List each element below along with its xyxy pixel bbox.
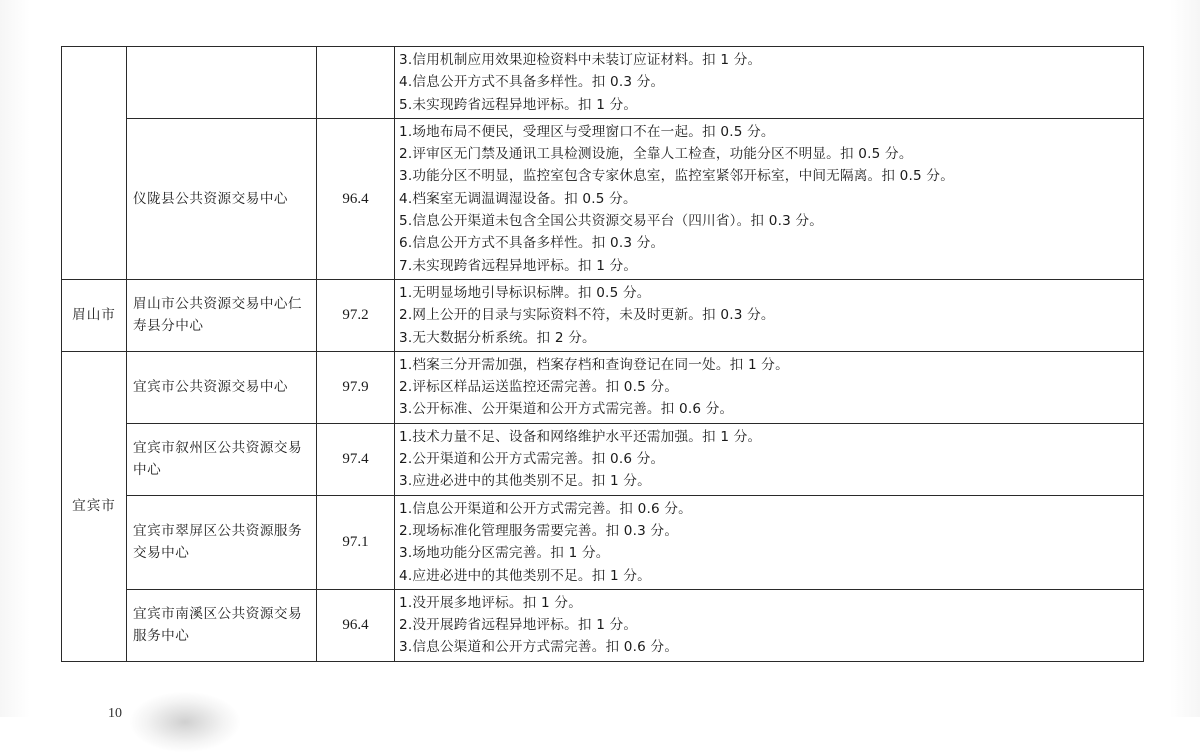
issue-line: 3.无大数据分析系统。扣 2 分。	[399, 329, 596, 346]
table-row	[62, 279, 1144, 351]
center-name-cell	[127, 47, 317, 119]
issue-line: 3.信用机制应用效果迎检资料中未装订应证材料。扣 1 分。	[399, 52, 762, 68]
issues-cell	[395, 495, 1144, 589]
city-cell-meishan: 眉山市	[62, 279, 127, 351]
issue-line: 2.评审区无门禁及通讯工具检测设施，全靠人工检查，功能分区不明显。扣 0.5 分。	[399, 146, 913, 163]
issues-cell	[395, 118, 1144, 279]
city-cell-yibin: 宜宾市	[62, 351, 127, 661]
issue-line: 1.技术力量不足、设备和网络维护水平还需加强。扣 1 分。	[399, 428, 762, 445]
issue-line: 3.公开标准、公开渠道和公开方式需完善。扣 0.6 分。	[399, 401, 734, 418]
issue-line: 7.未实现跨省远程异地评标。扣 1 分。	[399, 257, 638, 274]
issue-line: 1.信息公开渠道和公开方式需完善。扣 0.6 分。	[399, 500, 692, 517]
issues-cell	[395, 47, 1144, 119]
city-cell-nanchong	[62, 47, 127, 280]
issue-line: 4.档案室无调温调湿设备。扣 0.5 分。	[399, 190, 637, 207]
score-cell	[317, 47, 395, 119]
issue-line: 3.信息公渠道和公开方式需完善。扣 0.6 分。	[399, 639, 679, 656]
center-name-cell: 仪陇县公共资源交易中心	[127, 118, 317, 279]
score-cell: 96.4	[317, 118, 395, 279]
issues-cell	[395, 589, 1144, 661]
table-row	[62, 423, 1144, 495]
score-cell: 97.9	[317, 351, 395, 423]
issue-line: 4.信息公开方式不具备多样性。扣 0.3 分。	[399, 74, 665, 91]
evaluation-table	[61, 46, 1144, 662]
table-row	[62, 589, 1144, 661]
issue-line: 2.公开渠道和公开方式需完善。扣 0.6 分。	[399, 451, 665, 468]
score-cell: 97.1	[317, 495, 395, 589]
issue-line: 1.无明显场地引导标识标牌。扣 0.5 分。	[399, 284, 651, 301]
issue-line: 3.场地功能分区需完善。扣 1 分。	[399, 545, 610, 562]
issue-line: 3.功能分区不明显，监控室包含专家休息室，监控室紧邻开标室，中间无隔离。扣 0.5 分。	[399, 168, 954, 185]
table-row	[62, 118, 1144, 279]
table-row	[62, 495, 1144, 589]
issues-cell	[395, 279, 1144, 351]
issue-line: 2.网上公开的目录与实际资料不符，未及时更新。扣 0.3 分。	[399, 307, 775, 324]
issue-line: 2.没开展跨省远程异地评标。扣 1 分。	[399, 617, 638, 634]
issue-line: 6.信息公开方式不具备多样性。扣 0.3 分。	[399, 235, 665, 252]
center-name-cell: 宜宾市翠屏区公共资源服务交易中心	[127, 495, 317, 589]
issue-line: 2.现场标准化管理服务需要完善。扣 0.3 分。	[399, 522, 679, 539]
issue-line: 5.信息公开渠道未包含全国公共资源交易平台（四川省）。扣 0.3 分。	[399, 213, 824, 230]
center-name-cell: 眉山市公共资源交易中心仁寿县分中心	[127, 279, 317, 351]
page-number: 10	[108, 706, 122, 721]
center-name-cell: 宜宾市南溪区公共资源交易服务中心	[127, 589, 317, 661]
issue-line: 3.应进必进中的其他类别不足。扣 1 分。	[399, 473, 651, 490]
score-cell: 96.4	[317, 589, 395, 661]
issue-line: 1.没开展多地评标。扣 1 分。	[399, 594, 582, 611]
issues-cell	[395, 423, 1144, 495]
table-row	[62, 351, 1144, 423]
center-name-cell: 宜宾市叙州区公共资源交易中心	[127, 423, 317, 495]
issue-line: 4.应进必进中的其他类别不足。扣 1 分。	[399, 567, 651, 584]
issues-cell	[395, 351, 1144, 423]
scan-shadow	[130, 692, 240, 752]
score-cell: 97.4	[317, 423, 395, 495]
issue-line: 1.档案三分开需加强，档案存档和查询登记在同一处。扣 1 分。	[399, 356, 789, 373]
score-cell: 97.2	[317, 279, 395, 351]
issue-line: 5.未实现跨省远程异地评标。扣 1 分。	[399, 96, 638, 113]
table-row	[62, 47, 1144, 119]
issue-line: 2.评标区样品运送监控还需完善。扣 0.5 分。	[399, 379, 679, 396]
center-name-cell: 宜宾市公共资源交易中心	[127, 351, 317, 423]
issue-line: 1.场地布局不便民，受理区与受理窗口不在一起。扣 0.5 分。	[399, 123, 775, 140]
